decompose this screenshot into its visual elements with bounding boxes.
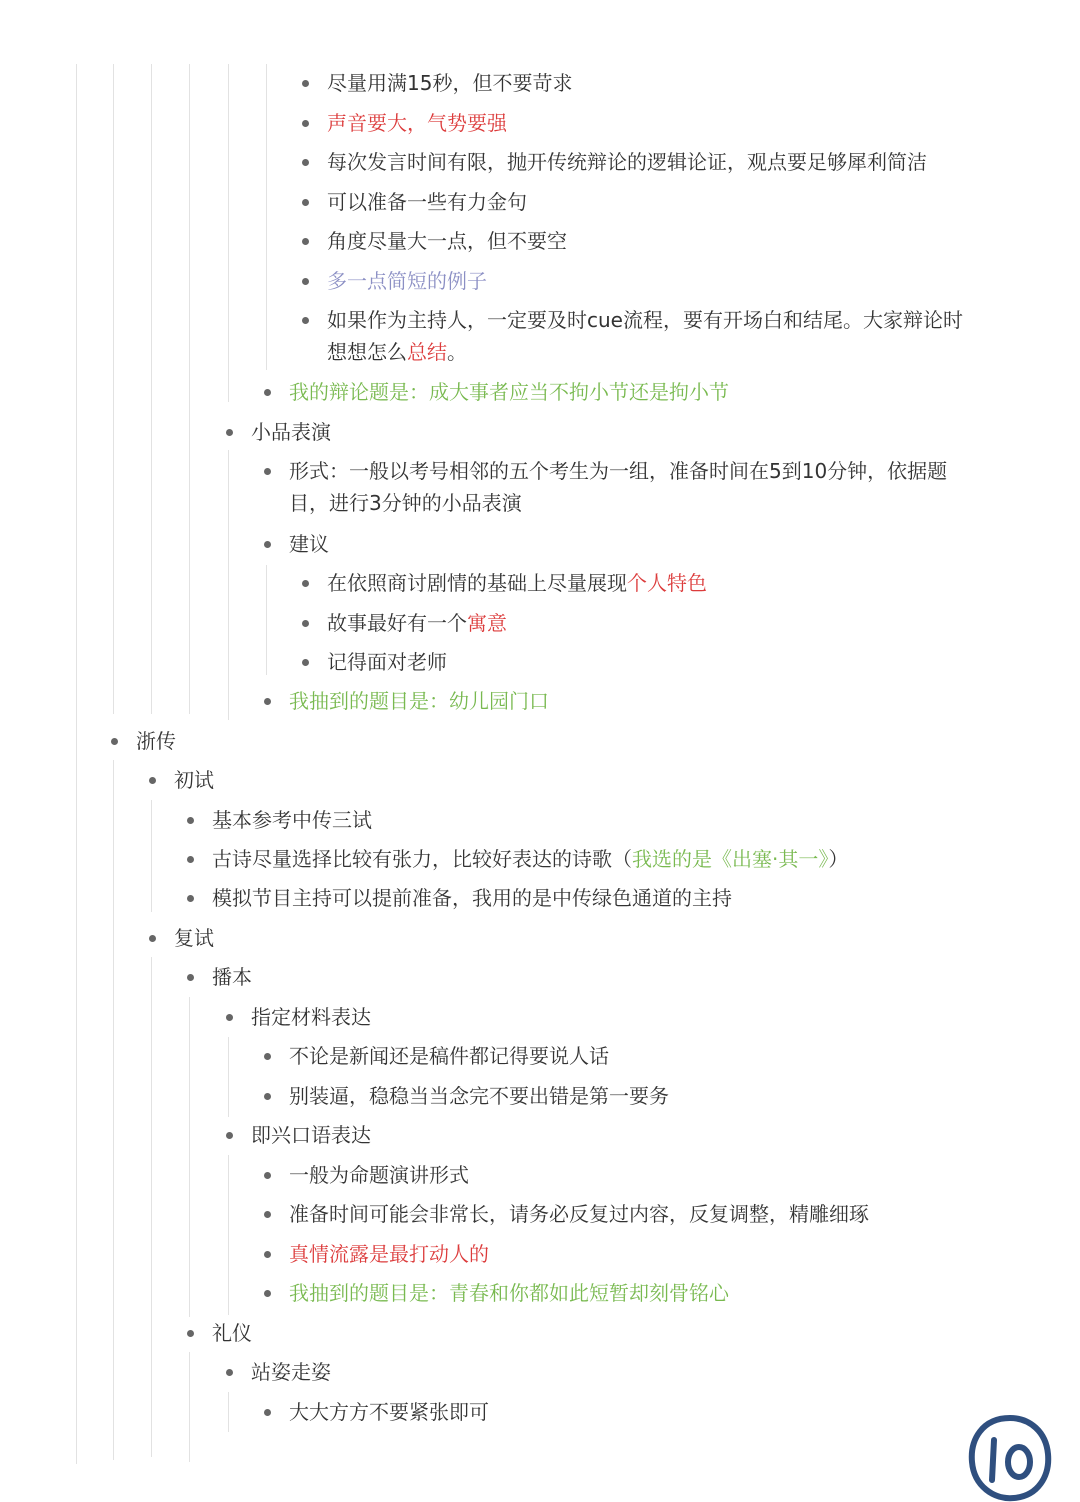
bullet-icon: [302, 580, 309, 587]
bullet-icon: [302, 317, 309, 324]
bullet-icon: [264, 541, 271, 548]
list-item: 基本参考中传三试: [212, 808, 372, 832]
text-segment: 古诗尽量选择比较有张力，比较好表达的诗歌（: [212, 847, 632, 871]
highlight-text: 总结: [407, 340, 447, 364]
guide-line: [228, 1392, 229, 1432]
bullet-icon: [302, 120, 309, 127]
bullet-icon: [264, 698, 271, 705]
list-item: 可以准备一些有力金句: [327, 190, 527, 214]
guide-line: [266, 565, 267, 675]
bullet-icon: [264, 1172, 271, 1179]
list-item: 大大方方不要紧张即可: [289, 1400, 489, 1424]
list-item: [327, 607, 507, 639]
guide-line: [151, 957, 152, 1457]
bullet-icon: [264, 468, 271, 475]
list-item: 模拟节目主持可以提前准备，我用的是中传绿色通道的主持: [212, 886, 732, 910]
list-item: 别装逼，稳稳当当念完不要出错是第一要务: [289, 1084, 669, 1108]
highlight-text: 寓意: [467, 611, 507, 635]
highlight-text: 我选的是《出塞·其一》: [632, 847, 829, 871]
list-item-heading: 浙传: [136, 729, 176, 753]
page-number-badge-icon: [964, 1410, 1056, 1502]
guide-line: [228, 64, 229, 402]
bullet-icon: [187, 895, 194, 902]
bullet-icon: [264, 1290, 271, 1297]
bullet-icon: [149, 777, 156, 784]
list-item: 准备时间可能会非常长，请务必反复过内容，反复调整，精雕细琢: [289, 1202, 869, 1226]
bullet-icon: [226, 1132, 233, 1139]
bullet-icon: [187, 1330, 194, 1337]
list-item: 记得面对老师: [327, 650, 447, 674]
bullet-icon: [302, 80, 309, 87]
text-segment: 在依照商讨剧情的基础上尽量展现: [327, 571, 627, 595]
bullet-icon: [187, 817, 194, 824]
list-item: [327, 567, 707, 599]
list-item: 每次发言时间有限，抛开传统辩论的逻辑论证，观点要足够犀利简洁: [327, 150, 927, 174]
list-item: 复试: [174, 926, 214, 950]
guide-line: [189, 64, 190, 714]
bullet-icon: [226, 1369, 233, 1376]
bullet-icon: [264, 1251, 271, 1258]
text-segment: 。: [447, 340, 467, 364]
list-item: 声音要大，气势要强: [327, 111, 507, 135]
list-item: 指定材料表达: [251, 1005, 371, 1029]
list-item: 初试: [174, 768, 214, 792]
list-item: 真情流露是最打动人的: [289, 1242, 489, 1266]
list-item: 我抽到的题目是：青春和你都如此短暂却刻骨铭心: [289, 1281, 729, 1305]
bullet-icon: [111, 738, 118, 745]
bullet-icon: [264, 1093, 271, 1100]
list-item: [212, 843, 848, 875]
guide-line: [228, 1037, 229, 1117]
list-item-continuation: 目，进行3分钟的小品表演: [289, 491, 522, 515]
guide-line: [113, 760, 114, 1460]
guide-line: [151, 64, 152, 714]
list-item: 站姿走姿: [251, 1360, 331, 1384]
text-segment: ）: [828, 847, 849, 871]
bullet-icon: [302, 659, 309, 666]
bullet-icon: [149, 935, 156, 942]
list-item: 形式：一般以考号相邻的五个考生为一组，准备时间在5到10分钟，依据题: [289, 459, 948, 483]
guide-line: [228, 450, 229, 720]
bullet-icon: [226, 429, 233, 436]
list-item-continuation: [327, 336, 467, 368]
bullet-icon: [302, 238, 309, 245]
guide-line: [189, 1352, 190, 1462]
list-item: 一般为命题演讲形式: [289, 1163, 469, 1187]
guide-line: [76, 64, 77, 1464]
list-item: 角度尽量大一点，但不要空: [327, 229, 567, 253]
guide-line: [151, 800, 152, 912]
guide-line: [113, 64, 114, 714]
bullet-icon: [264, 1053, 271, 1060]
list-item: 小品表演: [251, 420, 331, 444]
list-item: 我抽到的题目是：幼儿园门口: [289, 689, 549, 713]
list-item: 礼仪: [212, 1321, 252, 1345]
bullet-icon: [264, 1211, 271, 1218]
list-item: 不论是新闻还是稿件都记得要说人话: [289, 1044, 609, 1068]
bullet-icon: [302, 199, 309, 206]
bullet-icon: [226, 1014, 233, 1021]
guide-line: [189, 997, 190, 1317]
list-item: 播本: [212, 965, 252, 989]
list-item: 即兴口语表达: [251, 1123, 371, 1147]
text-segment: 故事最好有一个: [327, 611, 467, 635]
list-item: 多一点简短的例子: [327, 269, 487, 293]
guide-line: [228, 1155, 229, 1315]
list-item: 建议: [289, 532, 329, 556]
bullet-icon: [264, 1409, 271, 1416]
list-item: 我的辩论题是：成大事者应当不拘小节还是拘小节: [289, 380, 729, 404]
list-item: 尽量用满15秒，但不要苛求: [327, 71, 573, 95]
bullet-icon: [302, 159, 309, 166]
bullet-icon: [302, 278, 309, 285]
bullet-icon: [187, 974, 194, 981]
bullet-icon: [264, 389, 271, 396]
guide-line: [266, 64, 267, 370]
text-segment: 想想怎么: [327, 340, 407, 364]
bullet-icon: [302, 620, 309, 627]
highlight-text: 个人特色: [627, 571, 707, 595]
bullet-icon: [187, 856, 194, 863]
list-item: 如果作为主持人，一定要及时cue流程，要有开场白和结尾。大家辩论时: [327, 308, 963, 332]
